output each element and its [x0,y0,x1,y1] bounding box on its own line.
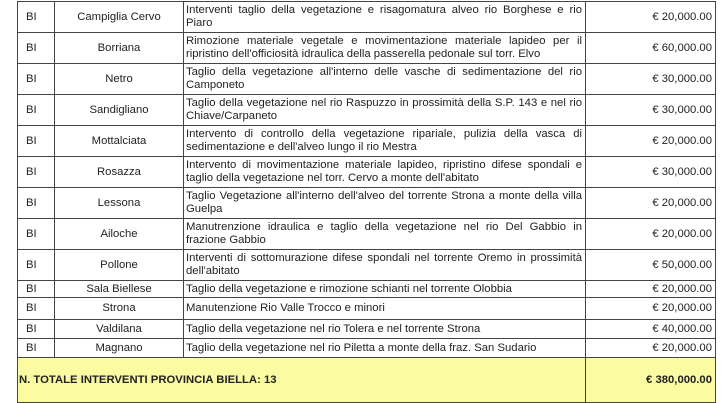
province-cell: BI [18,126,55,157]
table-row [18,320,716,339]
province-cell: BI [18,219,55,250]
description-cell: Taglio della vegetazione e rimozione schianti nel torrente Olobbia [184,281,586,298]
description-cell: Manutenzione Rio Valle Trocco e minori [184,298,586,320]
municipality-cell: Ailoche [55,219,184,250]
municipality-cell: Mottalciata [55,126,184,157]
table-row [18,250,716,281]
total-label: N. TOTALE INTERVENTI PROVINCIA BIELLA: 13 [18,358,586,403]
amount-cell: € 60,000.00 [586,33,716,64]
amount-cell: € 20,000.00 [586,219,716,250]
description-cell: Interventi di sottomurazione difese spondali nel torrente Oremo in prossimità dell'abitato [184,250,586,281]
table-row [18,339,716,358]
amount-cell: € 50,000.00 [586,250,716,281]
province-cell: BI [18,281,55,298]
interventions-table [17,1,716,403]
table-row [18,64,716,95]
municipality-cell: Campiglia Cervo [55,2,184,33]
amount-cell: € 30,000.00 [586,64,716,95]
table-body [18,2,716,403]
amount-cell: € 20,000.00 [586,2,716,33]
amount-cell: € 20,000.00 [586,298,716,320]
table-row [18,188,716,219]
table-row [18,126,716,157]
description-cell: Manutrenzione idraulica e taglio della vegetazione nel rio Del Gabbio in frazione Gabbio [184,219,586,250]
province-cell: BI [18,320,55,339]
amount-cell: € 20,000.00 [586,126,716,157]
description-cell: Taglio della vegetazione nel rio Raspuzzo in prossimità della S.P. 143 e nel rio Chiave/Carpaneto [184,95,586,126]
province-cell: BI [18,298,55,320]
amount-cell: € 30,000.00 [586,95,716,126]
description-cell: Rimozione materiale vegetale e movimentazione materiale lapideo per il ripristino dell'officiosità idraulica della passerella pedonale sul torr. Elvo [184,33,586,64]
province-cell: BI [18,339,55,358]
table-row [18,95,716,126]
table-row [18,33,716,64]
table-row [18,157,716,188]
municipality-cell: Sandigliano [55,95,184,126]
table-row [18,2,716,33]
municipality-cell: Rosazza [55,157,184,188]
description-cell: Taglio della vegetazione all'interno delle vasche di sedimentazione del rio Camponeto [184,64,586,95]
amount-cell: € 20,000.00 [586,281,716,298]
table-row [18,298,716,320]
table-row [18,219,716,250]
province-cell: BI [18,95,55,126]
province-cell: BI [18,250,55,281]
province-cell: BI [18,2,55,33]
table-row [18,281,716,298]
province-cell: BI [18,157,55,188]
province-cell: BI [18,33,55,64]
description-cell: Taglio della vegetazione nel rio Piletta a monte della fraz. San Sudario [184,339,586,358]
amount-cell: € 20,000.00 [586,339,716,358]
municipality-cell: Valdilana [55,320,184,339]
amount-cell: € 20,000.00 [586,188,716,219]
total-row [18,358,716,403]
municipality-cell: Strona [55,298,184,320]
amount-cell: € 30,000.00 [586,157,716,188]
total-amount: € 380,000.00 [586,358,716,403]
description-cell: Taglio Vegetazione all'interno dell'alveo del torrente Strona a monte della villa Guelpa [184,188,586,219]
description-cell: Intervento di movimentazione materiale lapideo, ripristino difese spondali e taglio della vegetazione nel torr. Cervo a monte dell'abitato [184,157,586,188]
province-cell: BI [18,188,55,219]
description-cell: Taglio della vegetazione nel rio Tolera e nel torrente Strona [184,320,586,339]
municipality-cell: Lessona [55,188,184,219]
municipality-cell: Pollone [55,250,184,281]
description-cell: Intervento di controllo della vegetazione ripariale, pulizia della vasca di sedimentazione e dell'alveo lungo il rio Mestra [184,126,586,157]
amount-cell: € 40,000.00 [586,320,716,339]
municipality-cell: Magnano [55,339,184,358]
municipality-cell: Netro [55,64,184,95]
description-cell: Interventi taglio della vegetazione e risagomatura alveo rio Borghese e rio Piaro [184,2,586,33]
municipality-cell: Borriana [55,33,184,64]
municipality-cell: Sala Biellese [55,281,184,298]
province-cell: BI [18,64,55,95]
